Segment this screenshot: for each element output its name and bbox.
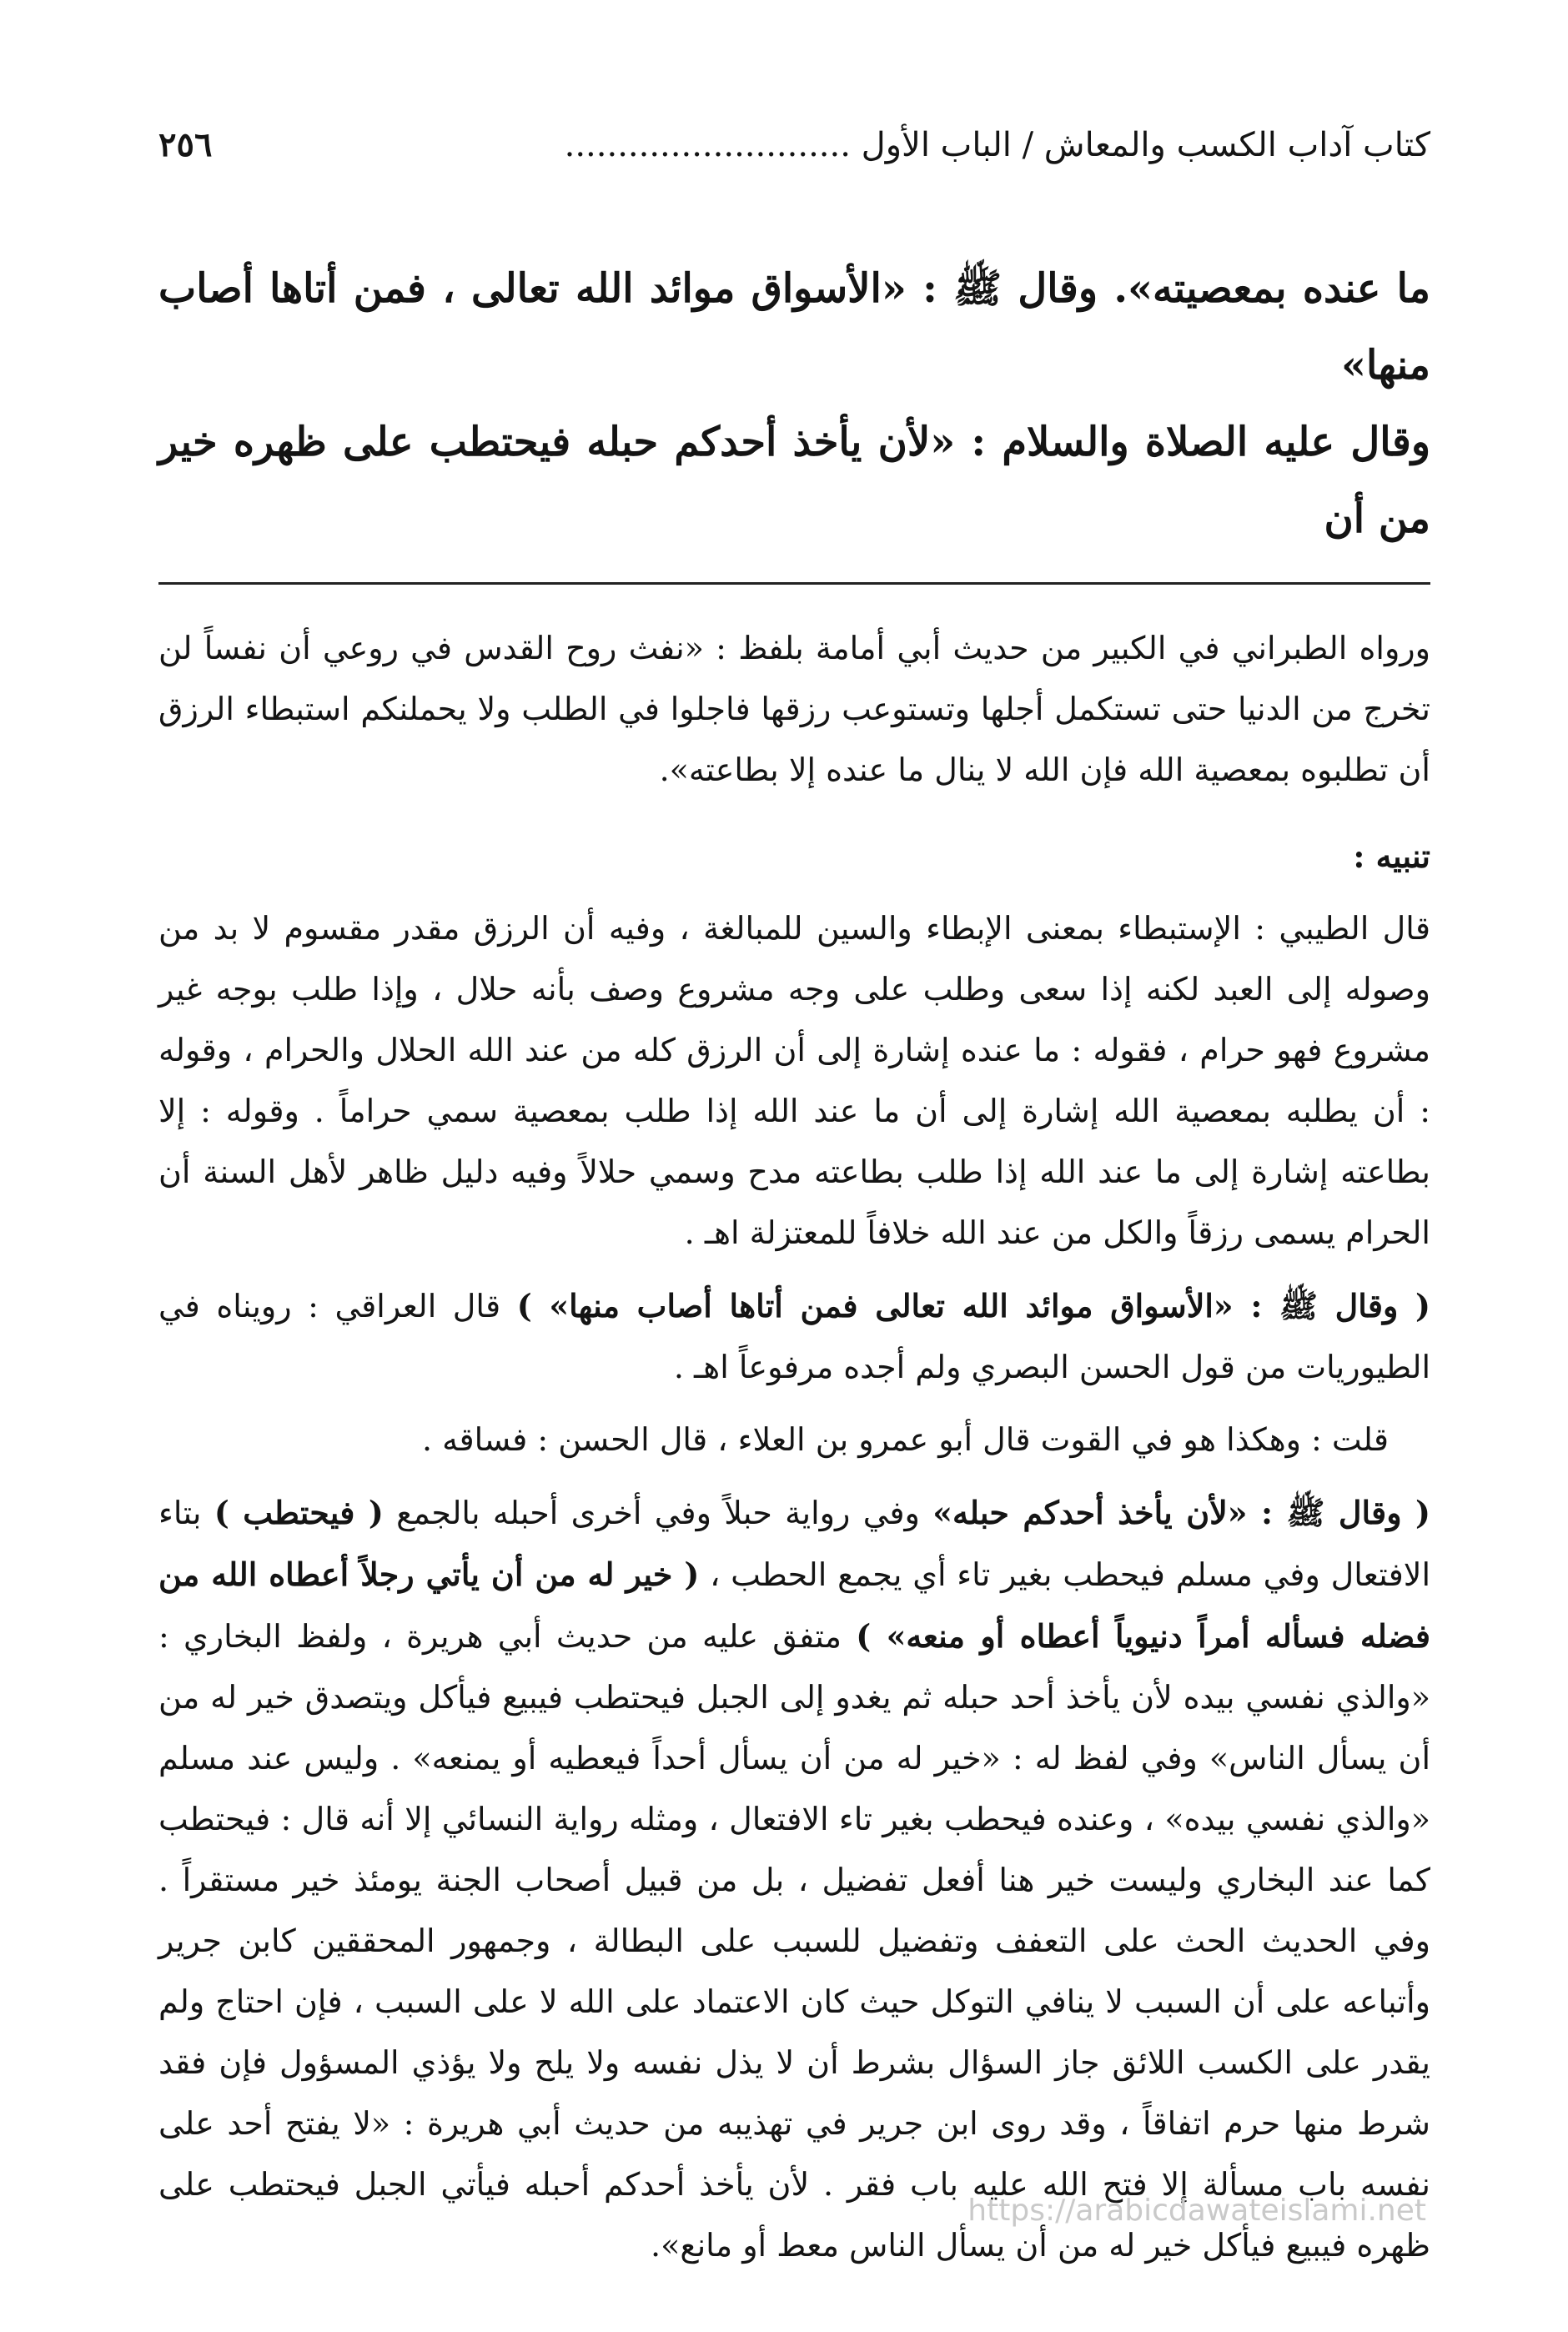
commentary-text: بتاء الافتعال وفي مسلم فيحطب بغير تاء أي يجمع الحطب ، — [158, 1495, 1431, 1593]
running-header — [158, 125, 1430, 183]
hadith-quote: ( خير له من أن يأتي رجلاً أعطاه الله من فضله فسأله أمراً دنيوياً أعطاه أو منعه» ) — [158, 1556, 1430, 1655]
header-title-line — [565, 126, 1430, 164]
hadith-quote: ( فيحتطب ) — [214, 1494, 384, 1531]
commentary-text: قال العراقي : رويناه في الطيوريات من قول الحسن البصري ولم أجده مرفوعاً اهـ . — [158, 1288, 1430, 1385]
commentary-paragraph: قلت : وهكذا هو في القوت قال أبو عمرو بن العلاء ، قال الحسن : فساقه . — [421, 1421, 1389, 1458]
commentary-text: وفي رواية حبلاً وفي أخرى أحبله بالجمع — [383, 1495, 933, 1531]
commentary-paragraph: قال الطيبي : الإستبطاء بمعنى الإبطاء والسين للمبالغة ، وفيه أن الرزق مقدر مقسوم لا بد من وصوله إلى العبد لكنه إذا سعى وطلب على وجه مشروع وصف بأنه حلال ، وإذا طلب بوجه غير مشروع فهو حرام ، فقوله : ما عنده إشارة إلى أن الرزق كله من عند الله الحلال والحرام ، وقوله : أن يطلبه بمعصية الله إشارة إلى أن ما عند الله إذا طلب بمعصية سمي حراماً . وقوله : إلا بطاعته إشارة إلى ما عند الله إذا طلب بطاعته مدح وسمي حلالاً وفيه دليل ظاهر لأهل السنة أن الحرام يسمى رزقاً والكل من عند الله خلافاً للمعتزلة اهـ . — [158, 910, 1431, 1251]
commentary — [158, 618, 1430, 2276]
hadith-quote: ( وقال ﷺ : «الأسواق موائد الله تعالى فمن أتاها أصاب منها» ) — [516, 1287, 1430, 1324]
page-number: ٢٥٦ — [158, 125, 213, 164]
section-heading: تنبيه : — [1353, 837, 1430, 875]
leader-dots: ........................... — [564, 126, 851, 164]
commentary-text: متفق عليه من حديث أبي هريرة ، ولفظ البخاري : «والذي نفسي بيده لأن يأخذ أحد حبله ثم يغدو إلى الجبل فيحتطب فيبيع فيأكل ويتصدق خير له من أن يسأل الناس» وفي لفظ له : «خير له من أن يسأل أحداً فيعطيه أو يمنعه» . وليس عند مسلم «والذي نفسي بيده» ، وعنده فيحطب بغير تاء الافتعال ، ومثله رواية النسائي إلا أنه قال : فيحتطب كما عند البخاري وليست خير هنا أفعل تفضيل ، بل من قبيل أصحاب الجنة يومئذ خير مستقراً . وفي الحديث الحث على التعفف وتفضيل للسبب على البطالة ، وجمهور المحققين كابن جرير وأتباعه على أن السبب لا ينافي التوكل حيث كان الاعتماد على الله لا على السبب ، فإن احتاج ولم يقدر على الكسب اللائق جاز السؤال بشرط أن لا يذل نفسه ولا يلح ولا يؤذي المسؤول فإن فقد شرط منها حرم اتفاقاً ، وقد روى ابن جرير في تهذيبه من حديث أبي هريرة : «لا يفتح أحد على نفسه باب مسألة إلا فتح الله عليه باب فقر . لأن يأخذ أحدكم أحبله فيأتي الجبل فيحتطب على ظهره فيبيع فيأكل خير له من أن يسأل الناس معط أو مانع». — [158, 1618, 1430, 2264]
commentary-paragraph — [158, 1275, 1430, 1398]
commentary-paragraph: ورواه الطبراني في الكبير من حديث أبي أمامة بلفظ : «نفث روح القدس في روعي أن نفساً لن تخرج من الدنيا حتى تستكمل أجلها وتستوعب رزقها فاجلوا في الطلب ولا يحملنكم استبطاء الرزق أن تطلبوه بمعصية الله فإن الله لا ينال ما عنده إلا بطاعته». — [158, 630, 1430, 788]
watermark-url: https://arabicdawateislami.net — [967, 2194, 1426, 2228]
main-text-line-2: وقال عليه الصلاة والسلام : «لأن يأخذ أحدكم حبله فيحتطب على ظهره خير من أن — [158, 419, 1430, 542]
commentary-paragraph — [158, 1482, 1430, 2276]
main-text-line-1: ما عنده بمعصيته». وقال ﷺ : «الأسواق موائد الله تعالى ، فمن أتاها أصاب منها» — [158, 265, 1430, 389]
chapter-title: كتاب آداب الكسب والمعاش / الباب الأول — [861, 126, 1430, 164]
main-text — [158, 250, 1430, 557]
hadith-quote: ( وقال ﷺ : «لأن يأخذ أحدكم حبله» — [932, 1494, 1431, 1531]
book-page — [158, 125, 1430, 2288]
separator-line — [158, 582, 1430, 585]
